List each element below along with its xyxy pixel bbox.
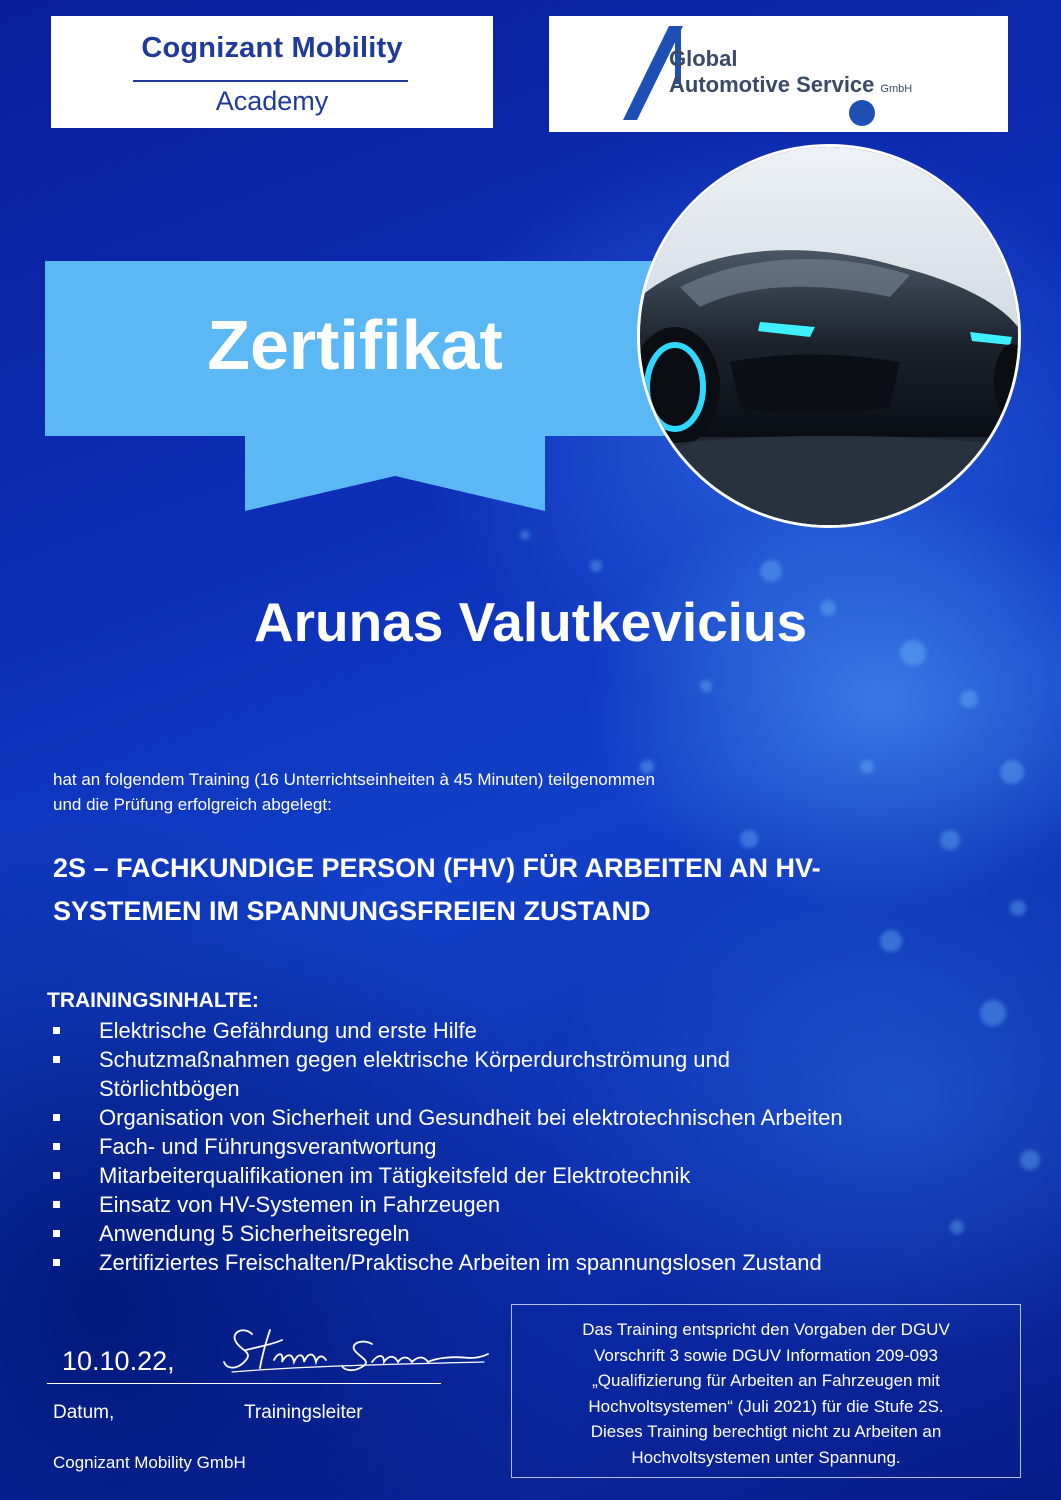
course-title-line-2: SYSTEMEN IM SPANNUNGSFREIEN ZUSTAND bbox=[53, 896, 651, 926]
list-item bbox=[47, 1045, 1007, 1103]
list-item bbox=[47, 1161, 1007, 1190]
square-bullet-icon bbox=[53, 1114, 60, 1121]
gas-logo-gmbh: GmbH bbox=[880, 83, 913, 95]
cognizant-logo-divider bbox=[133, 80, 408, 82]
trainer-signature bbox=[222, 1322, 492, 1380]
note-line-3: „Qualifizierung für Arbeiten an Fahrzeugen mit bbox=[592, 1371, 940, 1390]
list-item-text: Zertifiziertes Freischalten/Praktische Arbeiten im spannungslosen Zustand bbox=[99, 1250, 822, 1275]
list-item-text: Elektrische Gefährdung und erste Hilfe bbox=[99, 1018, 477, 1043]
course-title-line-1: 2S – FACHKUNDIGE PERSON (FHV) FÜR ARBEITEN AN HV- bbox=[53, 853, 821, 883]
cognizant-logo-subtitle: Academy bbox=[215, 86, 329, 116]
certificate-banner bbox=[45, 261, 705, 511]
list-item bbox=[47, 1248, 1007, 1277]
intro-line-1: hat an folgendem Training (16 Unterrichtseinheiten à 45 Minuten) teilgenommen bbox=[53, 770, 655, 789]
date-label: Datum, bbox=[53, 1402, 115, 1423]
list-item bbox=[47, 1103, 1007, 1132]
issuing-company: Cognizant Mobility GmbH bbox=[53, 1453, 246, 1472]
course-title bbox=[53, 847, 953, 933]
note-line-5: Dieses Training berechtigt nicht zu Arbeiten an bbox=[590, 1422, 942, 1441]
square-bullet-icon bbox=[53, 1259, 60, 1266]
global-automotive-service-logo bbox=[549, 16, 1008, 132]
note-line-1: Das Training entspricht den Vorgaben der DGUV bbox=[582, 1320, 950, 1339]
square-bullet-icon bbox=[53, 1230, 60, 1237]
sports-car-image bbox=[637, 144, 1021, 528]
certificate-date: 10.10.22, bbox=[62, 1346, 175, 1376]
intro-line-2: und die Prüfung erfolgreich abgelegt: bbox=[53, 795, 332, 814]
list-item bbox=[47, 1132, 1007, 1161]
gas-logo-line2-text: Automotive Service bbox=[669, 72, 875, 97]
list-item-text: Einsatz von HV-Systemen in Fahrzeugen bbox=[99, 1192, 501, 1217]
note-line-2: Vorschrift 3 sowie DGUV Information 209-093 bbox=[594, 1345, 938, 1365]
training-contents-heading: TRAININGSINHALTE: bbox=[47, 989, 259, 1012]
list-item bbox=[47, 1016, 1007, 1045]
square-bullet-icon bbox=[53, 1027, 60, 1034]
list-item-text: Schutzmaßnahmen gegen elektrische Körperdurchströmung und Störlichtbögen bbox=[99, 1047, 731, 1101]
gas-logo-line1: Global bbox=[669, 46, 738, 71]
gas-logo-dot-icon bbox=[849, 100, 875, 126]
list-item bbox=[47, 1219, 1007, 1248]
list-item-text: Mitarbeiterqualifikationen im Tätigkeitsfeld der Elektrotechnik bbox=[99, 1163, 691, 1188]
list-item-text: Anwendung 5 Sicherheitsregeln bbox=[99, 1221, 410, 1246]
square-bullet-icon bbox=[53, 1056, 60, 1063]
list-item-text: Organisation von Sicherheit und Gesundheit bei elektrotechnischen Arbeiten bbox=[99, 1105, 843, 1130]
intro-text bbox=[53, 767, 655, 817]
note-line-6: Hochvoltsystemen unter Spannung. bbox=[631, 1447, 901, 1467]
training-contents-list bbox=[47, 1016, 1007, 1277]
certificate-title: Zertifikat bbox=[207, 306, 503, 384]
car-illustration-icon bbox=[640, 147, 1021, 528]
cognizant-logo-title: Cognizant Mobility bbox=[141, 32, 403, 64]
note-line-4: Hochvoltsystemen“ (Juli 2021) für die Stufe 2S. bbox=[588, 1396, 944, 1416]
list-item-text: Fach- und Führungsverantwortung bbox=[99, 1134, 437, 1159]
square-bullet-icon bbox=[53, 1201, 60, 1208]
square-bullet-icon bbox=[53, 1172, 60, 1179]
dguv-compliance-note bbox=[511, 1304, 1021, 1478]
trainer-label: Trainingsleiter bbox=[244, 1402, 363, 1423]
square-bullet-icon bbox=[53, 1143, 60, 1150]
signature-line bbox=[47, 1383, 441, 1384]
gas-logo-line2 bbox=[669, 72, 912, 98]
cognizant-mobility-academy-logo bbox=[51, 16, 493, 128]
recipient-name: Arunas Valutkevicius bbox=[253, 591, 808, 653]
list-item bbox=[47, 1190, 1007, 1219]
